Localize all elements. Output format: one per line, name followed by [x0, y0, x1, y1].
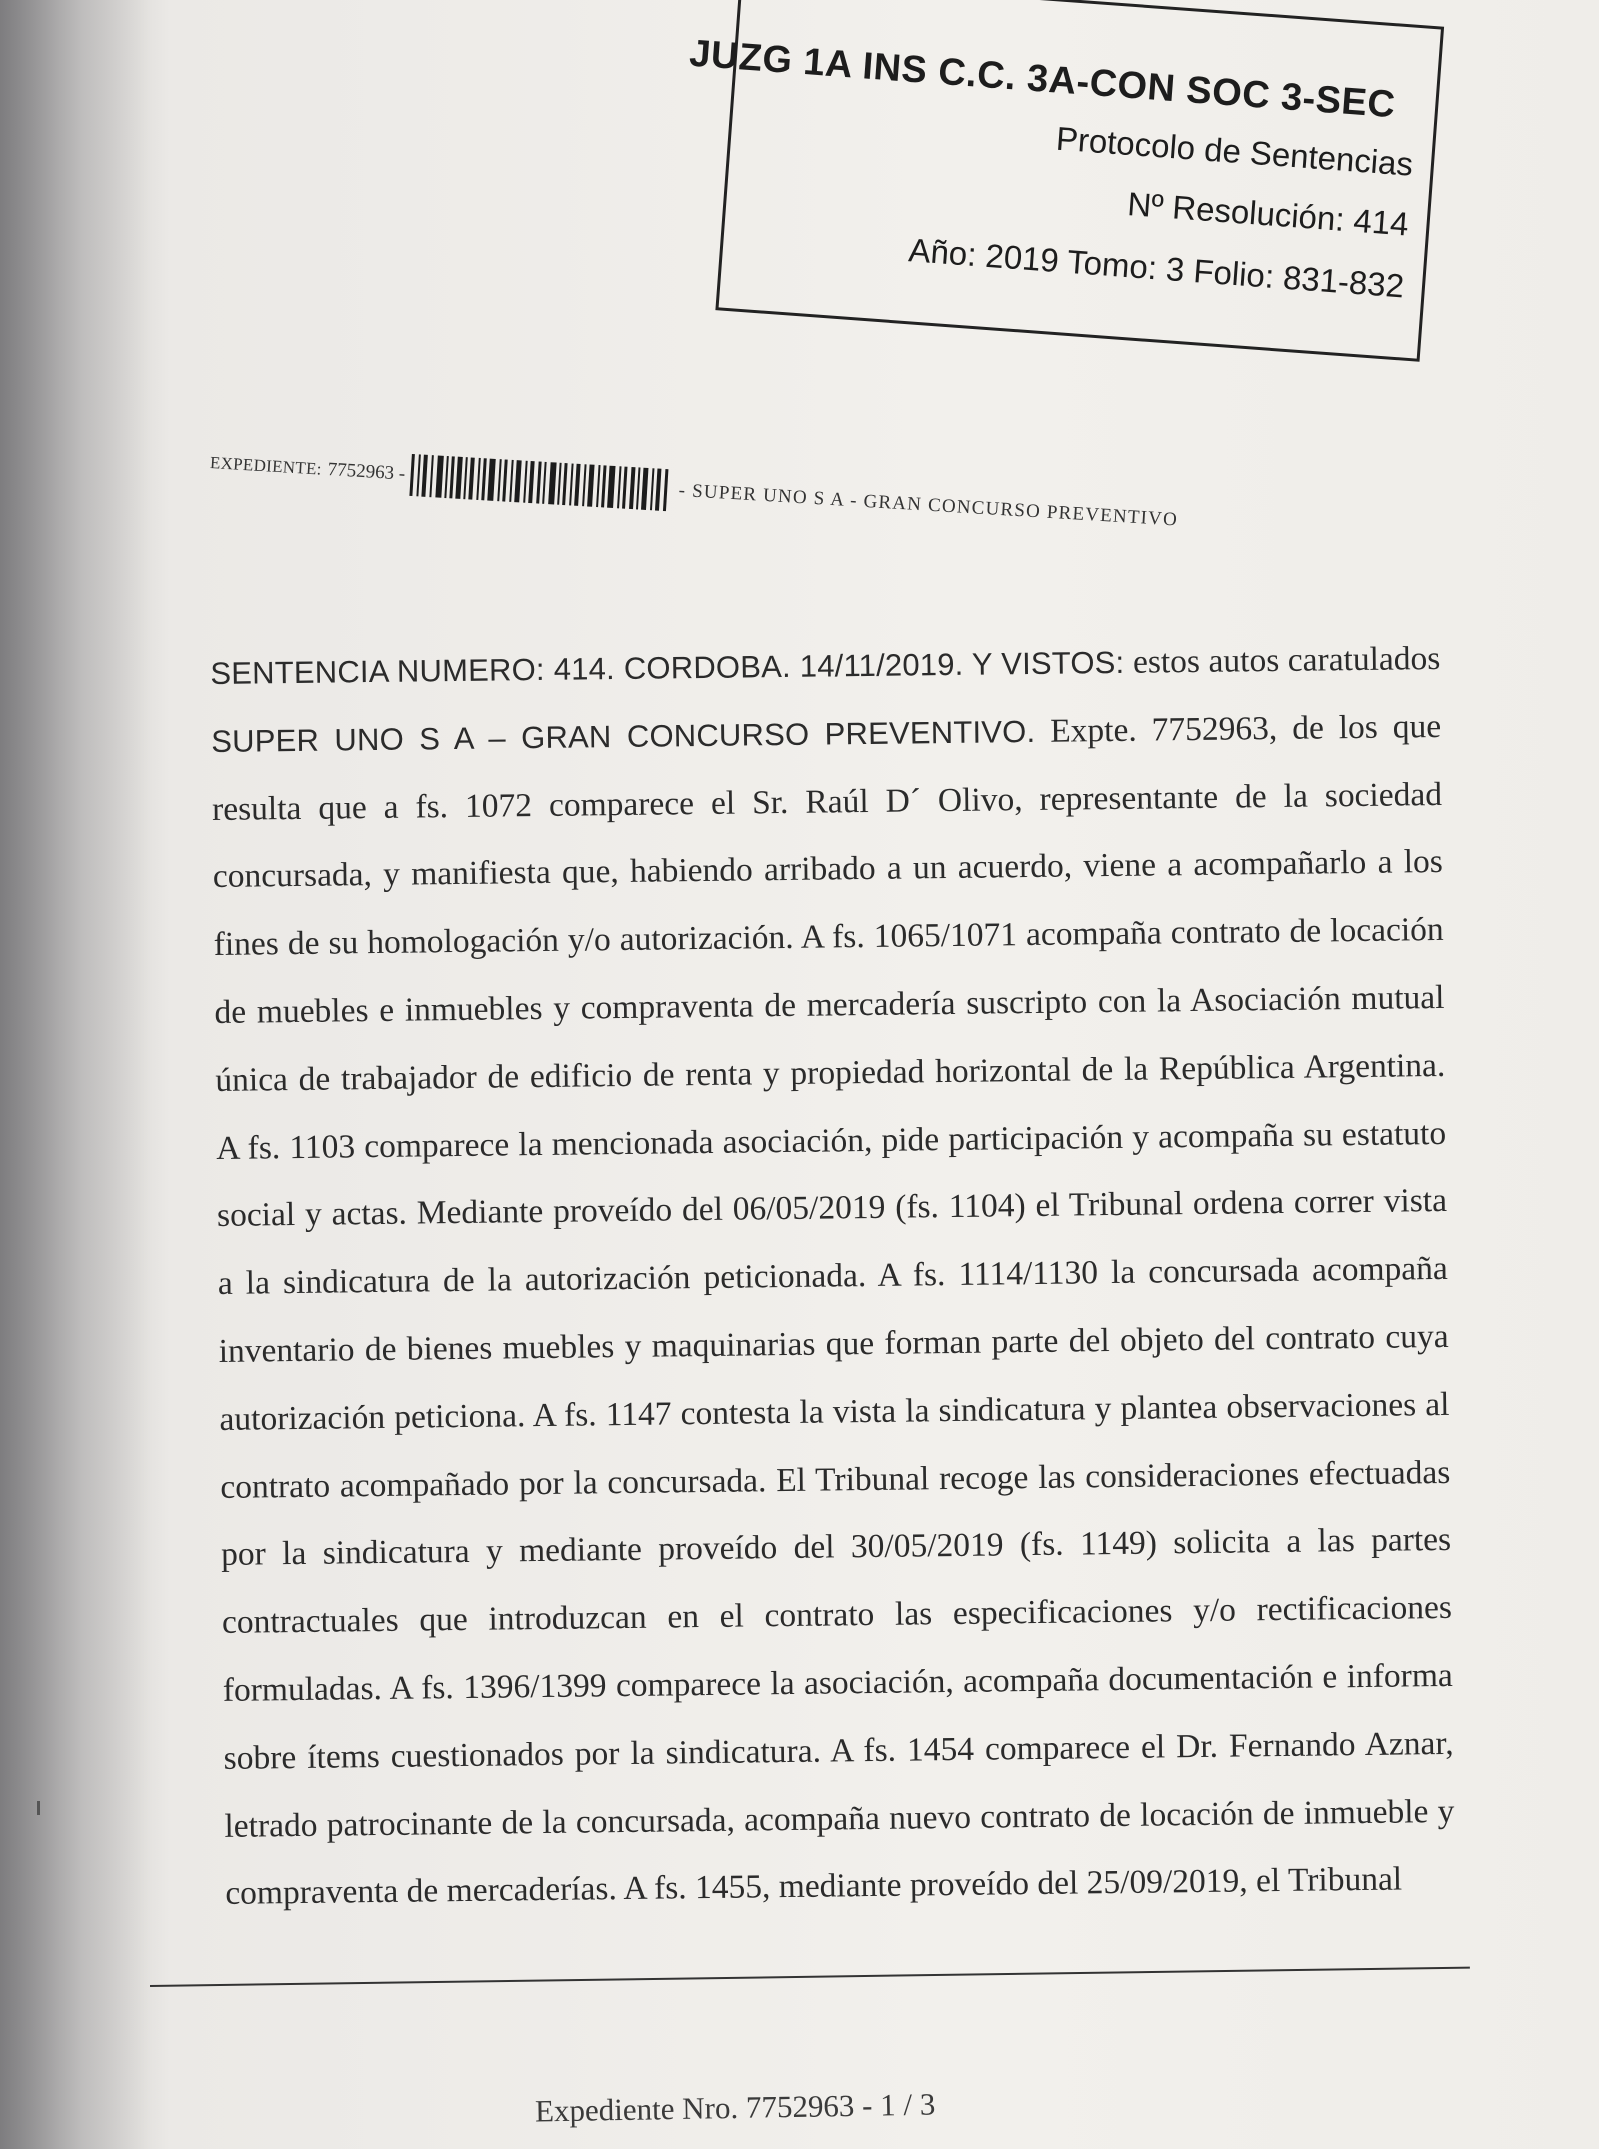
- sentence-lead: SENTENCIA NUMERO: 414. CORDOBA. 14/11/2019. Y VISTOS:: [210, 644, 1125, 691]
- stamp-protocol: Protocolo de Sentencias: [1054, 119, 1415, 183]
- footer-page-info: Expediente Nro. 7752963 - 1 / 3: [534, 2086, 936, 2129]
- barcode-icon: [408, 452, 672, 513]
- expediente-header: [209, 440, 1180, 543]
- stamp-resolution: Nº Resolución: 414: [1126, 185, 1410, 243]
- sentence-body: [210, 625, 1456, 1928]
- footer-rule: [150, 1967, 1470, 1987]
- expediente-label: EXPEDIENTE:: [209, 453, 323, 479]
- stamp-year-tome-folio: Año: 2019 Tomo: 3 Folio: 831-832: [907, 231, 1406, 305]
- sentence-text-1: estos autos caratulados: [1124, 639, 1441, 681]
- expediente-number: 7752963 -: [327, 459, 406, 485]
- stamp-court-name: JUZG 1A INS C.C. 3A-CON SOC 3-SEC: [687, 32, 1397, 127]
- sentence-text-2: Expte. 7752963, de los que resulta que a fs. 1072 comparece el Sr. Raúl D´ Olivo, representante de la sociedad concursada, y manifiesta que, habiendo arribado a un acuerdo, viene a acompañarlo a los fines de su homologación y/o autorización. A fs. 1065/1071 acompaña contrato de locación de muebles e inmuebles y compraventa de mercadería suscripto con la Asociación mutual única de trabajador de edificio de renta y propiedad horizontal de la República Argentina. A fs. 1103 comparece la mencionada asociación, pide participación y acompaña su estatuto social y actas. Mediante proveído del 06/05/2019 (fs. 1104) el Tribunal ordena correr vista a la sindicatura de la autorización peticionada. A fs. 1114/1130 la concursada acompaña inventario de bienes muebles y maquinarias que forman parte del objeto del contrato cuya autorización peticiona. A fs. 1147 contesta la vista la sindicatura y plantea observaciones al contrato acompañado por la concursada. El Tribunal recoge las consideraciones efectuadas por la sindicatura y mediante proveído del 30/05/2019 (fs. 1149) solicita a las partes contractuales que introduzcan en el contrato las especificaciones y/o rectificaciones formuladas. A fs. 1396/1399 comparece la asociación, acompaña documentación e informa sobre ítems cuestionados por la sindicatura. A fs. 1454 comparece el Dr. Fernando Aznar, letrado patrocinante de la concursada, acompaña nuevo contrato de locación de inmueble y compraventa de mercaderías. A fs. 1455, mediante proveído del 25/09/2019, el Tribunal: [211, 707, 1455, 1913]
- expediente-title: - SUPER UNO S A - GRAN CONCURSO PREVENTIVO: [678, 479, 1179, 531]
- stray-mark: [37, 1801, 40, 1815]
- case-name: SUPER UNO S A – GRAN CONCURSO PREVENTIVO.: [211, 713, 1036, 759]
- binding-shadow: [0, 0, 150, 2149]
- court-stamp: [687, 0, 1444, 362]
